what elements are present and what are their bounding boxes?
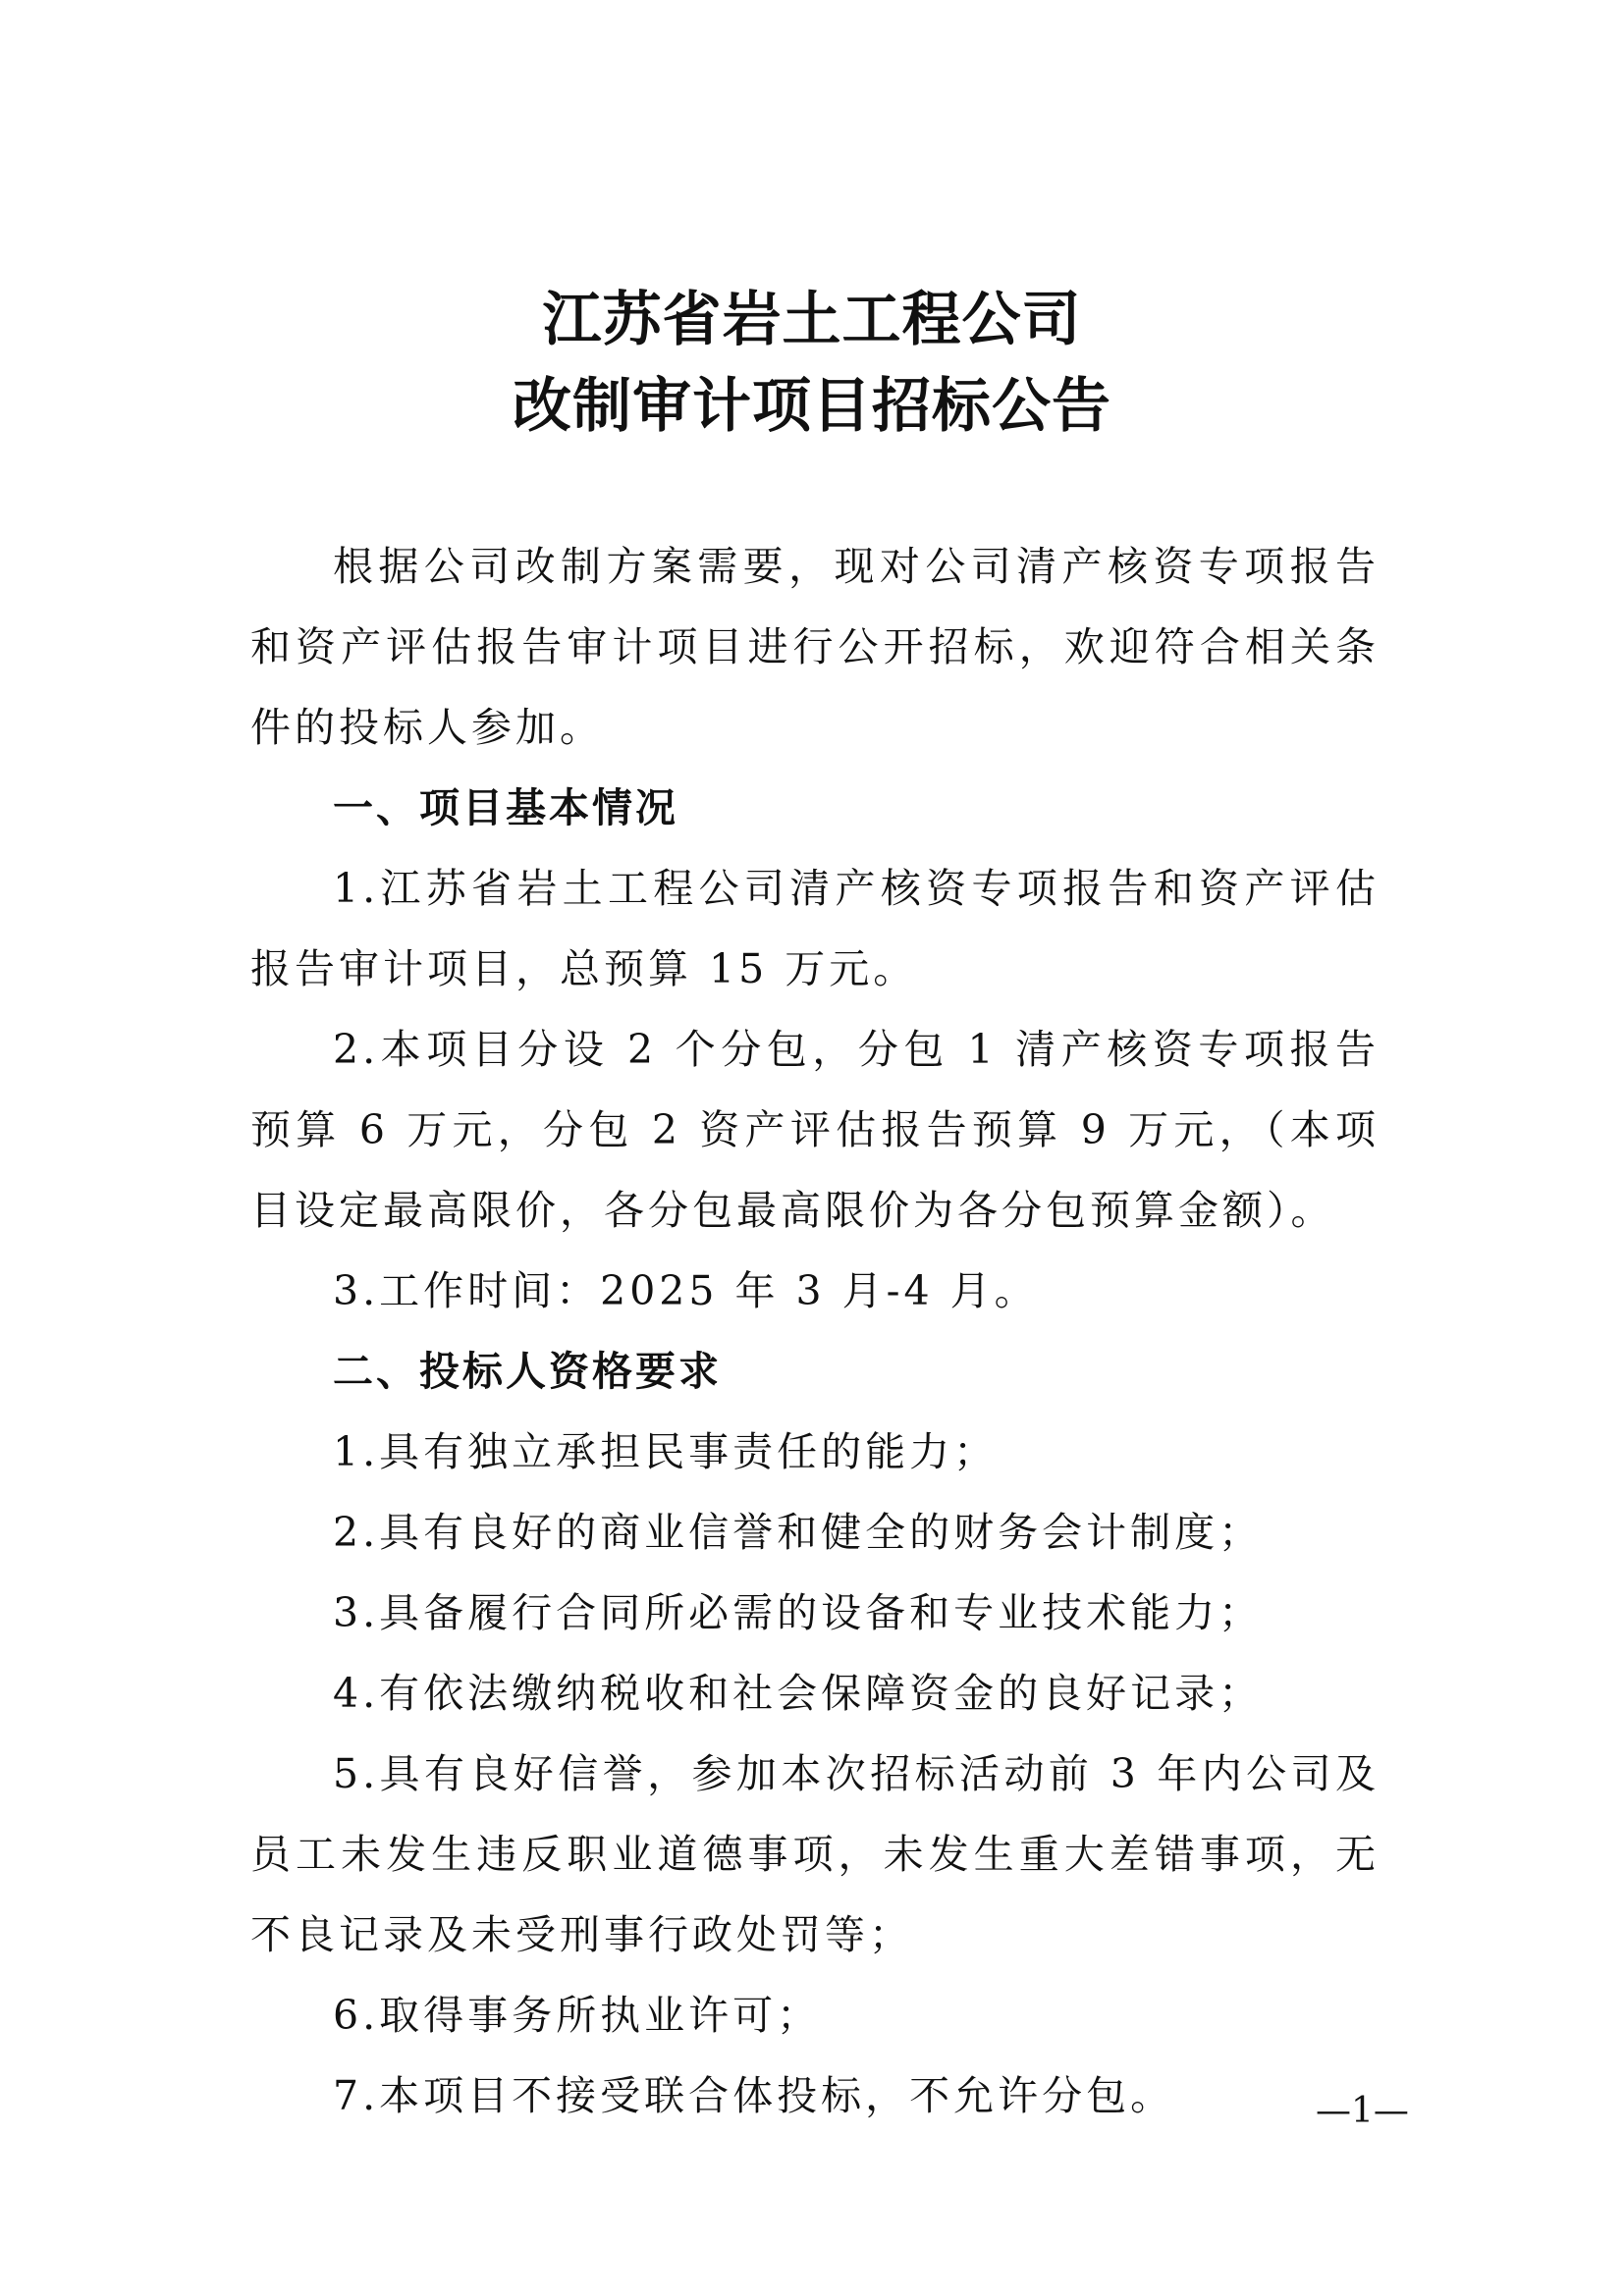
qualification-item-6: 6.取得事务所执业许可； — [333, 1992, 822, 2039]
qualification-item-2: 2.具有良好的商业信誉和健全的财务会计制度； — [333, 1509, 1264, 1556]
document-title — [0, 277, 1624, 450]
qualification-item-3: 3.具备履行合同所必需的设备和专业技术能力； — [333, 1589, 1264, 1636]
title-line-1: 江苏省岩土工程公司 — [542, 286, 1082, 354]
qualification-item-4: 4.有依法缴纳税收和社会保障资金的良好记录； — [333, 1670, 1264, 1717]
section-heading-project-info: 一、项目基本情况 — [333, 784, 678, 831]
page-number: —1— — [1316, 2091, 1409, 2131]
intro-paragraph: 根据公司改制方案需要，现对公司清产核资专项报告和资产评估报告审计项目进行公开招标，欢迎符合相关条件的投标人参加。 — [250, 543, 1380, 751]
project-item-3: 3.工作时间：2025 年 3 月-4 月。 — [333, 1267, 1039, 1314]
document-body — [250, 526, 1380, 2136]
project-item-1: 1.江苏省岩土工程公司清产核资专项报告和资产评估报告审计项目，总预算 15 万元。 — [250, 865, 1380, 992]
title-line-2: 改制审计项目招标公告 — [513, 372, 1111, 441]
qualification-item-7: 7.本项目不接受联合体投标，不允许分包。 — [333, 2072, 1175, 2119]
project-item-2: 2.本项目分设 2 个分包，分包 1 清产核资专项报告预算 6 万元，分包 2 资产评估报告预算 9 万元，（本项目设定最高限价，各分包最高限价为各分包预算金额）。 — [250, 1026, 1380, 1234]
qualification-item-5: 5.具有良好信誉，参加本次招标活动前 3 年内公司及员工未发生违反职业道德事项，未发生重大差错事项，无不良记录及未受刑事行政处罚等； — [250, 1750, 1380, 1958]
qualification-item-1: 1.具有独立承担民事责任的能力； — [333, 1428, 999, 1475]
section-heading-qualifications: 二、投标人资格要求 — [333, 1348, 722, 1395]
